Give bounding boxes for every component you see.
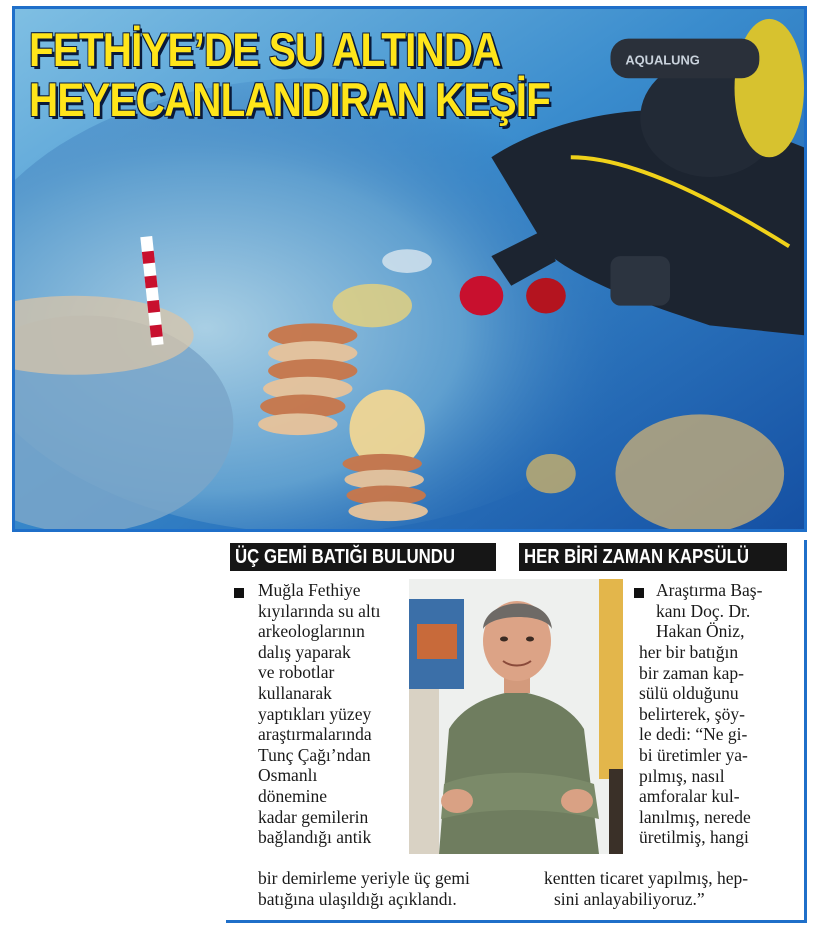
text-line: kanı Doç. Dr.: [656, 600, 751, 621]
section-heading-left-text: ÜÇ GEMİ BATIĞI BULUNDU: [235, 546, 455, 568]
text-line: her bir batığın: [639, 642, 739, 662]
text-line: bir demirleme yeriyle üç gemi: [258, 868, 470, 888]
bullet-square-icon: [634, 588, 644, 598]
text-line: amforalar kul-: [639, 786, 740, 807]
text-line: batığına ulaşıldığı açıklandı.: [258, 888, 457, 909]
text-line: bir zaman kap-: [639, 662, 744, 683]
text-line: Hakan Öniz,: [656, 621, 745, 642]
right-column-text-wide: [544, 868, 748, 909]
portrait-illustration: [409, 579, 623, 854]
headline-line-2: HEYECANLANDIRAN KEŞİF: [29, 73, 550, 126]
right-column-text-continued: [639, 642, 751, 848]
text-line: yaptıkları yüzey: [258, 703, 372, 724]
text-line: ve robotlar: [258, 662, 335, 683]
right-column-text: [656, 580, 762, 642]
text-line: kullanarak: [258, 682, 332, 703]
text-line: sini anlayabiliyoruz.”: [554, 888, 705, 909]
aqualung-text: AQUALUNG: [625, 52, 700, 68]
section-heading-left: [230, 543, 496, 571]
text-line: kentten ticaret yapılmış, hep-: [544, 868, 749, 888]
text-line: Araştırma Baş-: [656, 580, 763, 600]
hero-photo: [12, 6, 807, 532]
text-line: Osmanlı: [258, 765, 318, 786]
text-line: dalış yaparak: [258, 641, 351, 662]
text-line: dönemine: [258, 785, 328, 806]
article-box: [226, 540, 807, 923]
section-heading-right: [519, 543, 787, 571]
text-line: belirterek, şöy-: [639, 703, 745, 724]
portrait-photo: [409, 579, 623, 854]
text-line: üretilmiş, hangi: [639, 827, 749, 848]
text-line: Tunç Çağı’ndan: [258, 744, 371, 765]
text-line: araştırmalarında: [258, 724, 372, 745]
text-line: bağlandığı antik: [258, 827, 372, 848]
left-column-text-wide: [258, 868, 470, 909]
text-line: sülü olduğunu: [639, 683, 739, 704]
text-line: le dedi: “Ne gi-: [639, 724, 748, 745]
text-line: arkeologlarının: [258, 621, 365, 642]
text-line: lanılmış, nerede: [639, 806, 751, 827]
text-line: Muğla Fethiye: [258, 580, 361, 600]
bullet-square-icon: [234, 588, 244, 598]
text-line: kadar gemilerin: [258, 806, 369, 827]
left-column-text: [258, 580, 380, 848]
text-line: pılmış, nasıl: [639, 765, 725, 786]
text-line: kıyılarında su altı: [258, 600, 381, 621]
text-line: bi üretimler ya-: [639, 744, 748, 765]
headline: [29, 25, 550, 125]
headline-line-1: FETHİYE’DE SU ALTINDA: [29, 23, 501, 76]
section-heading-right-text: HER BİRİ ZAMAN KAPSÜLÜ: [524, 546, 749, 568]
